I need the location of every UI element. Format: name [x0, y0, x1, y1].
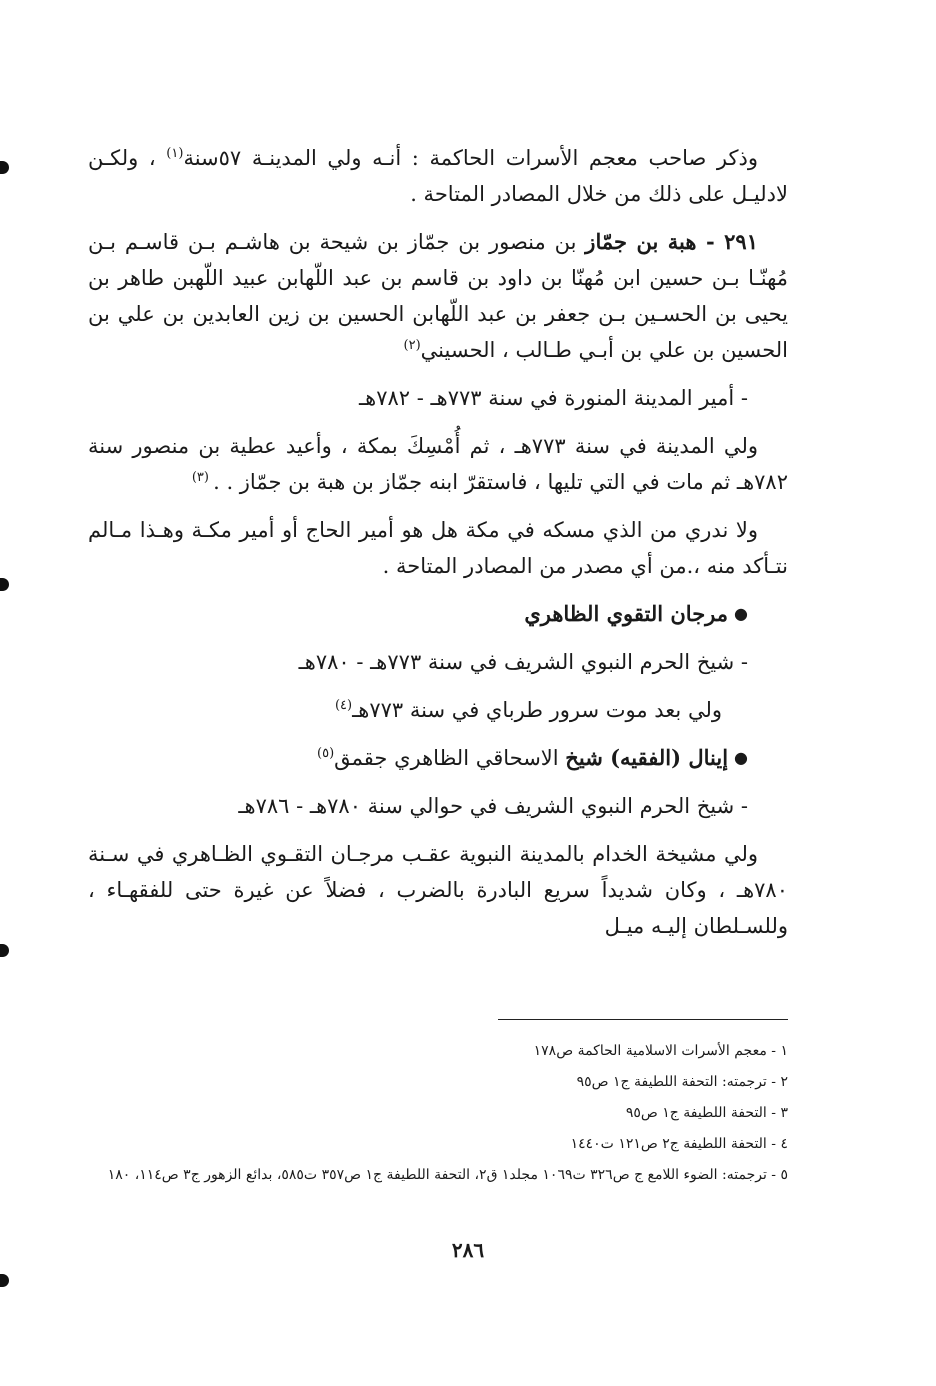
page-number: ٢٨٦	[451, 1238, 485, 1262]
inal-heading	[88, 740, 788, 776]
doubt-paragraph: ولا ندري من الذي مسكه في مكة هل هو أمير الحاج أو أمير مكـة وهـذا مـالم نتـأكد منه ،.من أي مصدر من المصادر المتاحة .	[88, 518, 788, 578]
footnotes	[88, 1036, 788, 1191]
binding-hole-mark	[0, 1274, 9, 1287]
footnote-ref: (٢)	[403, 338, 421, 353]
binding-hole-mark	[0, 161, 9, 174]
entry-lineage: بن منصور بن جمّاز بن شيحة بن هاشـم بـن قاسـم بـن مُهنّـا بـن حسين ابن مُهنّا بن داود بن قاسم بن عبد اللّهابن عبيد اللّهبن طاهر بن يحيى بن الحسـين بـن جعفر بن عبد اللّهابن الحسين بن زين العابدين بن علي بن الحسين بن علي بن أبـي طـالب ، الحسيني	[88, 230, 788, 362]
entry-body	[88, 428, 788, 500]
footnote-ref: (٣)	[191, 470, 214, 485]
footnote-ref: (٤)	[334, 698, 353, 713]
marjan-body-text: ولي بعد موت سرور طرباي في سنة ٧٧٣هـ	[352, 698, 722, 722]
footnote-item: ٢ - ترجمته: التحفة اللطيفة ج١ ص٩٥	[576, 1074, 788, 1090]
entry-body-text: ولي المدينة في سنة ٧٧٣هـ ، ثم أُمْسِكَ بمكة ، وأعيد عطية بن منصور سنة ٧٨٢هـ ثم مات في التي تليها ، فاستقرّ ابنه جمّاز بن هبة بن جمّاز . .	[88, 434, 788, 494]
binding-hole-mark	[0, 578, 9, 591]
inal-tenure: - شيخ الحرم النبوي الشريف في حوالي سنة ٧٨٠هـ - ٧٨٦هـ	[238, 794, 748, 818]
footnote-ref: (١)	[166, 146, 184, 161]
entry-tenure: - أمير المدينة المنورة في سنة ٧٧٣هـ - ٧٨٢هـ	[358, 386, 748, 410]
main-text	[88, 140, 788, 956]
bullet-icon: ●	[734, 748, 748, 767]
intro-text-cont: ، ولكـن لادليـل على ذلك من خلال المصادر المتاحة .	[88, 146, 788, 206]
marjan-body	[88, 692, 788, 728]
bullet-icon: ●	[734, 604, 748, 623]
footnote-item: ٤ - التحفة اللطيفة ج٢ ص١٢١ ت١٤٤٠	[570, 1136, 788, 1152]
marjan-tenure: - شيخ الحرم النبوي الشريف في سنة ٧٧٣هـ - ٧٨٠هـ	[298, 650, 748, 674]
footnote-divider	[498, 1019, 788, 1020]
inal-name-rest: الاسحاقي الظاهري جقمق	[334, 746, 566, 770]
entry-heading: ٢٩١ - هبة بن جمّاز	[585, 229, 758, 254]
footnote-item: ١ - معجم الأسرات الاسلامية الحاكمة ص١٧٨	[533, 1043, 788, 1059]
footnote-item: ٣ - التحفة اللطيفة ج١ ص٩٥	[625, 1105, 788, 1121]
intro-text: وذكر صاحب معجم الأسرات الحاكمة : أنـه ولي المدينـة ٥٧سنة	[183, 146, 758, 170]
entry-paragraph	[88, 224, 788, 368]
marjan-heading	[88, 596, 788, 632]
footnote-ref: (٥)	[317, 746, 335, 761]
binding-hole-mark	[0, 944, 9, 957]
inal-body: ولي مشيخة الخدام بالمدينة النبوية عقـب مرجـان التقـوي الظـاهري في سـنة ٧٨٠هـ ، وكان شديداً سريع البادرة بالضرب ، فضلاً عن غيرة حتى للفقهـاء ، وللسـلطان إليـه ميـل	[88, 842, 788, 938]
marjan-name: مرجان التقوي الظاهري	[524, 601, 729, 626]
inal-name: إينال (الفقيه) شيخ	[565, 745, 729, 770]
intro-paragraph	[88, 140, 788, 212]
footnote-item: ٥ - ترجمته: الضوء اللامع ج ص٣٢٦ ت١٠٦٩ مجلد١ ق٢، التحفة اللطيفة ج١ ص٣٥٧ ت٥٨٥، بدائع الزهور ج٣ ص١١٤، ١٨٠	[107, 1167, 788, 1183]
